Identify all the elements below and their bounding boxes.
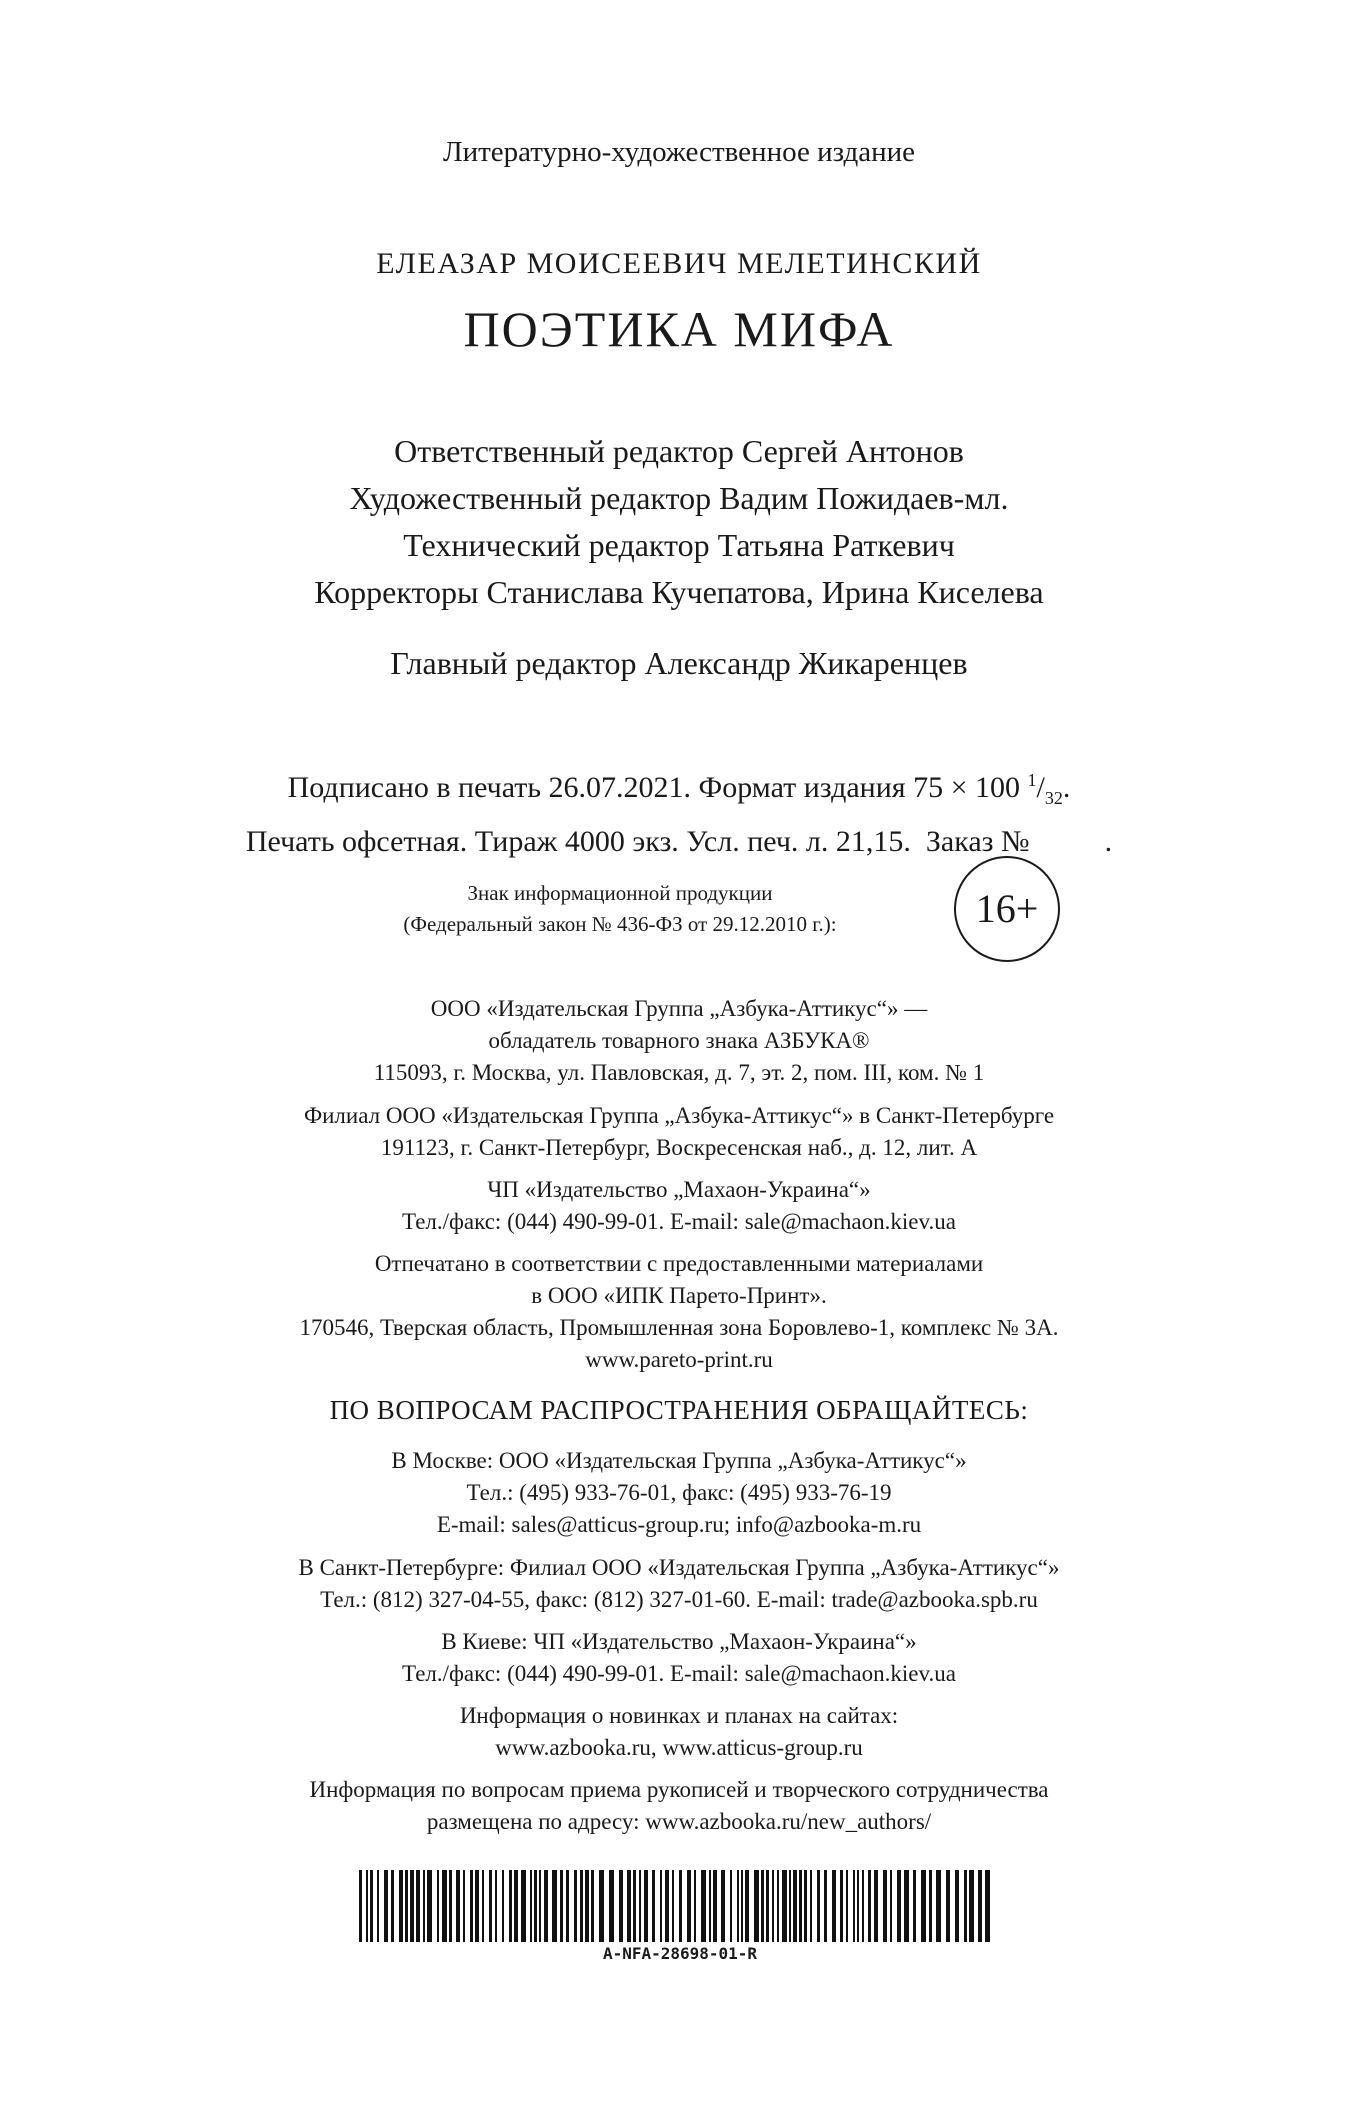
barcode-bar — [482, 1870, 484, 1942]
barcode-bar — [745, 1870, 749, 1942]
editors-list — [0, 428, 1358, 616]
barcode-bar — [679, 1870, 682, 1942]
barcode — [355, 1870, 1005, 1963]
info-sign-line-2: (Федеральный закон № 436-ФЗ от 29.12.2010 г.): — [403, 912, 837, 936]
barcode-bar — [544, 1870, 548, 1942]
barcode-bar — [566, 1870, 569, 1942]
publisher-line: 191123, г. Санкт-Петербург, Воскресенская наб., д. 12, лит. А — [380, 1135, 978, 1160]
chief-editor: Главный редактор Александр Жикаренцев — [390, 645, 968, 681]
barcode-bar — [929, 1870, 932, 1942]
barcode-bar — [799, 1870, 802, 1942]
editor-line: Корректоры Станислава Кучепатова, Ирина Киселева — [314, 574, 1044, 610]
barcode-bar — [560, 1870, 563, 1942]
barcode-icon — [355, 1870, 1005, 1942]
barcode-bar — [585, 1870, 589, 1942]
barcode-bar — [804, 1870, 807, 1942]
barcode-bar — [475, 1870, 479, 1942]
barcode-bar — [913, 1870, 916, 1942]
barcode-bar — [539, 1870, 541, 1942]
barcode-bar — [470, 1870, 473, 1942]
printer-line: 170546, Тверская область, Промышленная зона Боровлево-1, комплекс № 3А. — [299, 1315, 1059, 1340]
barcode-bar — [644, 1870, 648, 1942]
barcode-bar — [416, 1870, 420, 1942]
barcode-bar — [423, 1870, 425, 1942]
distribution-line: E-mail: sales@atticus-group.ru; info@azbooka-m.ru — [436, 1512, 922, 1537]
editor-line: Ответственный редактор Сергей Антонов — [394, 433, 964, 469]
distribution-line: Тел.: (812) 327-04-55, факс: (812) 327-01-60. E-mail: trade@azbooka.spb.ru — [320, 1587, 1038, 1612]
barcode-bar — [964, 1870, 967, 1942]
barcode-bar — [985, 1870, 990, 1942]
barcode-bar — [840, 1870, 843, 1942]
printer-line: в ООО «ИПК Парето-Принт». — [531, 1283, 827, 1308]
barcode-bar — [580, 1870, 583, 1942]
barcode-bar — [530, 1870, 532, 1942]
barcode-bar — [978, 1870, 982, 1942]
barcode-bar — [890, 1870, 892, 1942]
publisher-line: ООО «Издательская Группа „Азбука-Аттикус“» — — [430, 996, 928, 1021]
genre-label: Литературно-художественное издание — [442, 136, 916, 168]
printer-line: Отпечатано в соответствии с предоставленными материалами — [374, 1251, 984, 1276]
publisher-line: Тел./факс: (044) 490-99-01. E-mail: sale@machaon.kiev.ua — [402, 1209, 956, 1234]
format-fraction-numerator: 1 — [1027, 770, 1037, 790]
barcode-bar — [897, 1870, 901, 1942]
publisher-branch-block — [0, 1100, 1358, 1164]
editor-line: Технический редактор Татьяна Раткевич — [403, 527, 955, 563]
printer-block — [0, 1248, 1358, 1376]
distribution-line: Тел.: (495) 933-76-01, факс: (495) 933-76-19 — [466, 1480, 892, 1505]
barcode-bar — [846, 1870, 848, 1942]
websites-block — [0, 1700, 1358, 1764]
barcode-bar — [359, 1870, 362, 1942]
barcode-bar — [955, 1870, 959, 1942]
distribution-line: В Санкт-Петербурге: Филиал ООО «Издательская Группа „Азбука-Аттикус“» — [298, 1555, 1060, 1580]
manuscripts-block — [0, 1774, 1358, 1838]
websites-line: www.azbooka.ru, www.atticus-group.ru — [495, 1735, 863, 1760]
barcode-bar — [377, 1870, 379, 1942]
barcode-bar — [824, 1870, 827, 1942]
barcode-bar — [552, 1870, 557, 1942]
barcode-bar — [862, 1870, 864, 1942]
barcode-bar — [936, 1870, 941, 1942]
editor-line: Художественный редактор Вадим Пожидаев-мл. — [349, 480, 1009, 516]
publisher-line: 115093, г. Москва, ул. Павловская, д. 7, эт. 2, пом. III, ком. № 1 — [373, 1060, 985, 1085]
barcode-bar — [609, 1870, 614, 1942]
barcode-bar — [857, 1870, 859, 1942]
websites-line: Информация о новинках и планах на сайтах: — [459, 1703, 899, 1728]
barcode-bar — [639, 1870, 641, 1942]
barcode-bar — [410, 1870, 414, 1942]
printer-line: www.pareto-print.ru — [585, 1347, 773, 1372]
barcode-bar — [463, 1870, 465, 1942]
publisher-line: обладатель товарного знака АЗБУКА® — [488, 1028, 870, 1053]
barcode-bar — [633, 1870, 636, 1942]
book-title: ПОЭТИКА МИФА — [463, 301, 895, 357]
barcode-bar — [672, 1870, 674, 1942]
publisher-ukraine-block — [0, 1174, 1358, 1238]
barcode-bar — [969, 1870, 974, 1942]
distribution-heading: ПО ВОПРОСАМ РАСПРОСТРАНЕНИЯ ОБРАЩАЙТЕСЬ: — [329, 1395, 1029, 1425]
barcode-bar — [810, 1870, 812, 1942]
barcode-bar — [701, 1870, 706, 1942]
barcode-bar — [521, 1870, 526, 1942]
barcode-bar — [366, 1870, 368, 1942]
age-rating-badge: 16+ — [954, 856, 1060, 962]
barcode-bar — [456, 1870, 460, 1942]
barcode-bar — [694, 1870, 696, 1942]
barcode-bar — [761, 1870, 764, 1942]
barcode-bar — [599, 1870, 604, 1942]
barcode-bar — [721, 1870, 725, 1942]
barcode-bar — [737, 1870, 739, 1942]
distribution-line: В Киеве: ЧП «Издательство „Махаон-Украина“» — [441, 1629, 917, 1654]
distribution-moscow-block — [0, 1445, 1358, 1541]
barcode-bar — [370, 1870, 373, 1942]
distribution-kiev-block — [0, 1626, 1358, 1690]
barcode-bar — [591, 1870, 594, 1942]
barcode-bar — [619, 1870, 623, 1942]
barcode-bar — [817, 1870, 820, 1942]
barcode-bar — [772, 1870, 774, 1942]
barcode-bar — [709, 1870, 711, 1942]
barcode-bar — [946, 1870, 950, 1942]
barcode-bar — [652, 1870, 655, 1942]
barcode-bar — [754, 1870, 759, 1942]
barcode-bar — [789, 1870, 791, 1942]
barcode-bar — [391, 1870, 394, 1942]
barcode-bar — [627, 1870, 631, 1942]
manuscripts-line: размещена по адресу: www.azbooka.ru/new_authors/ — [426, 1809, 932, 1834]
barcode-code: A-NFA-28698-01-R — [602, 1944, 758, 1963]
barcode-bar — [730, 1870, 732, 1942]
barcode-bar — [874, 1870, 878, 1942]
info-product-sign — [300, 878, 940, 940]
barcode-bar — [514, 1870, 518, 1942]
publisher-line: Филиал ООО «Издательская Группа „Азбука-Аттикус“» в Санкт-Петербурге — [303, 1103, 1055, 1128]
barcode-bar — [665, 1870, 669, 1942]
barcode-bar — [574, 1870, 577, 1942]
barcode-bar — [437, 1870, 439, 1942]
barcode-bar — [495, 1870, 497, 1942]
barcode-bar — [883, 1870, 887, 1942]
print-info-line-2: Печать офсетная. Тираж 4000 экз. Усл. печ. л. 21,15. Заказ № . — [245, 825, 1113, 858]
info-sign-line-1: Знак информационной продукции — [467, 881, 773, 905]
distribution-line: Тел./факс: (044) 490-99-01. E-mail: sale@machaon.kiev.ua — [402, 1661, 956, 1686]
barcode-bar — [713, 1870, 717, 1942]
barcode-bar — [782, 1870, 787, 1942]
publisher-block — [0, 993, 1358, 1089]
barcode-bar — [502, 1870, 504, 1942]
barcode-bar — [832, 1870, 836, 1942]
distribution-spb-block — [0, 1552, 1358, 1616]
format-fraction-denominator: 32 — [1044, 788, 1063, 808]
distribution-line: В Москве: ООО «Издательская Группа „Азбука-Аттикус“» — [391, 1448, 967, 1473]
barcode-bar — [660, 1870, 662, 1942]
barcode-bar — [442, 1870, 447, 1942]
print-format-suffix: . — [1062, 771, 1071, 804]
barcode-bar — [766, 1870, 769, 1942]
manuscripts-line: Информация по вопросам приема рукописей и творческого сотрудничества — [309, 1777, 1049, 1802]
barcode-bar — [399, 1870, 403, 1942]
barcode-bar — [509, 1870, 512, 1942]
print-info — [0, 758, 1358, 864]
barcode-bar — [921, 1870, 926, 1942]
barcode-bar — [868, 1870, 871, 1942]
barcode-bar — [741, 1870, 743, 1942]
barcode-bar — [777, 1870, 779, 1942]
barcode-bar — [489, 1870, 492, 1942]
barcode-bar — [449, 1870, 452, 1942]
barcode-bar — [384, 1870, 388, 1942]
publisher-line: ЧП «Издательство „Махаон-Украина“» — [487, 1177, 871, 1202]
barcode-bar — [534, 1870, 537, 1942]
barcode-bar — [853, 1870, 855, 1942]
print-info-line-1: Подписано в печать 26.07.2021. Формат издания 75 × 100 $^1/_{32}$. — [287, 770, 1071, 808]
barcode-bar — [687, 1870, 691, 1942]
author-name: ЕЛЕАЗАР МОИСЕЕВИЧ МЕЛЕТИНСКИЙ — [376, 247, 982, 280]
barcode-bar — [427, 1870, 432, 1942]
print-format-text: Подписано в печать 26.07.2021. Формат издания 75 × 100 — [287, 771, 1028, 804]
barcode-bar — [405, 1870, 408, 1942]
barcode-bar — [793, 1870, 797, 1942]
barcode-bar — [904, 1870, 909, 1942]
